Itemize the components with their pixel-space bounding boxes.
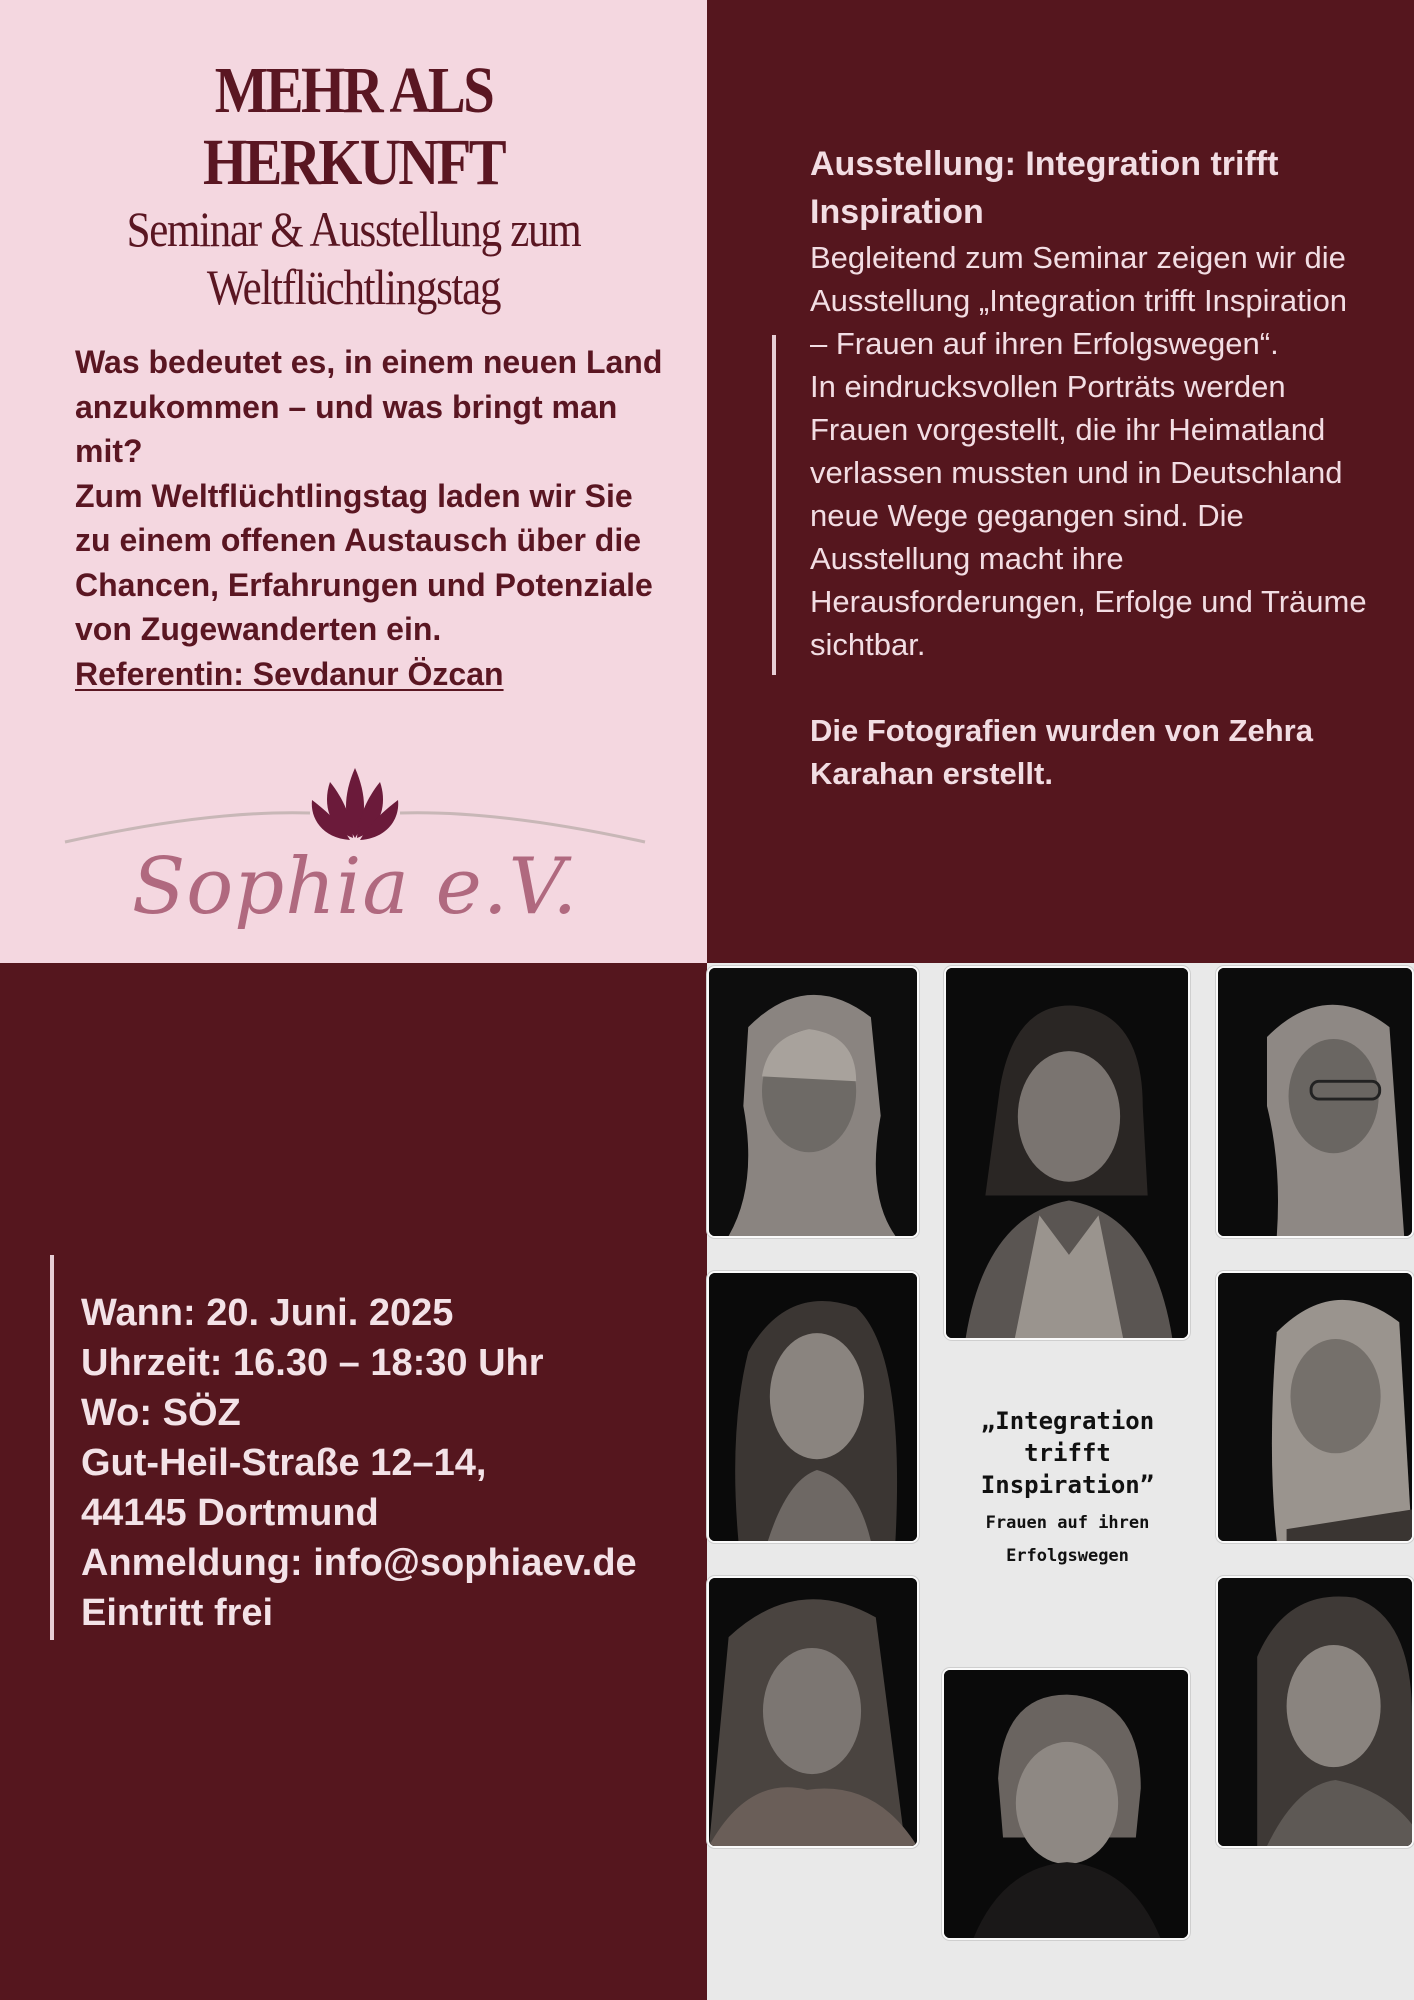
portrait-photo [942,1668,1190,1940]
portrait-photo [707,1576,919,1848]
accent-divider [50,1255,54,1640]
sophia-logo [60,760,650,960]
collage-caption-title: „Integration trifft Inspiration” [980,1407,1155,1499]
subtitle-line-1: Seminar & Ausstellung zum [126,201,581,257]
title-line-1: MEHR ALS [214,54,493,127]
exhibition-info [810,140,1370,795]
exhibition-heading: Ausstellung: Integration trifft Inspiration [810,145,1279,231]
lotus-icon [60,760,650,850]
portrait-photo [707,966,919,1238]
subtitle-line-2: Weltflüchtlingstag [206,259,501,315]
poster-title [0,55,707,315]
portrait-photo [944,966,1190,1340]
event-venue: Wo: SÖZ [81,1392,241,1434]
portrait-photo [707,1271,919,1543]
speaker-name: Referentin: Sevdanur Özcan [75,655,504,692]
portrait-photo [1216,1576,1414,1848]
event-details [81,1288,701,1638]
event-time: Uhrzeit: 16.30 – 18:30 Uhr [81,1342,544,1384]
event-date: Wann: 20. Juni. 2025 [81,1292,454,1334]
intro-text [75,340,675,696]
exhibition-paragraph-1: Begleitend zum Seminar zeigen wir die Ausstellung „Integration trifft Inspiration – Frauen auf ihren Erfolgswegen“. [810,240,1348,361]
logo-text: Sophia e.V. [131,842,579,932]
intro-invitation: Zum Weltflüchtlingstag laden wir Sie zu einem offenen Austausch über die Chancen, Erfahrungen und Potenziale von Zugewanderten ein. [75,477,653,647]
event-street: Gut-Heil-Straße 12–14, [81,1442,487,1484]
event-city: 44145 Dortmund [81,1492,379,1534]
collage-caption [940,1405,1195,1573]
collage-caption-subtitle: Frauen auf ihren Erfolgswegen [985,1513,1150,1566]
event-admission: Eintritt frei [81,1592,274,1634]
event-registration: Anmeldung: info@sophiaev.de [81,1542,637,1584]
exhibition-paragraph-2: In eindrucksvollen Porträts werden Frauen vorgestellt, die ihr Heimatland verlassen mussten und in Deutschland neue Wege gegangen sind. Die Ausstellung macht ihre Herausforderungen, Erfolge und Träume sichtbar. [810,369,1367,662]
photo-credit: Die Fotografien wurden von Zehra Karahan erstellt. [810,713,1313,791]
title-line-2: HERKUNFT [202,126,505,199]
portrait-photo [1216,1271,1414,1543]
portrait-photo [1216,966,1414,1238]
accent-divider [772,335,776,675]
intro-question: Was bedeutet es, in einem neuen Land anzukommen – und was bringt man mit? [75,344,663,469]
